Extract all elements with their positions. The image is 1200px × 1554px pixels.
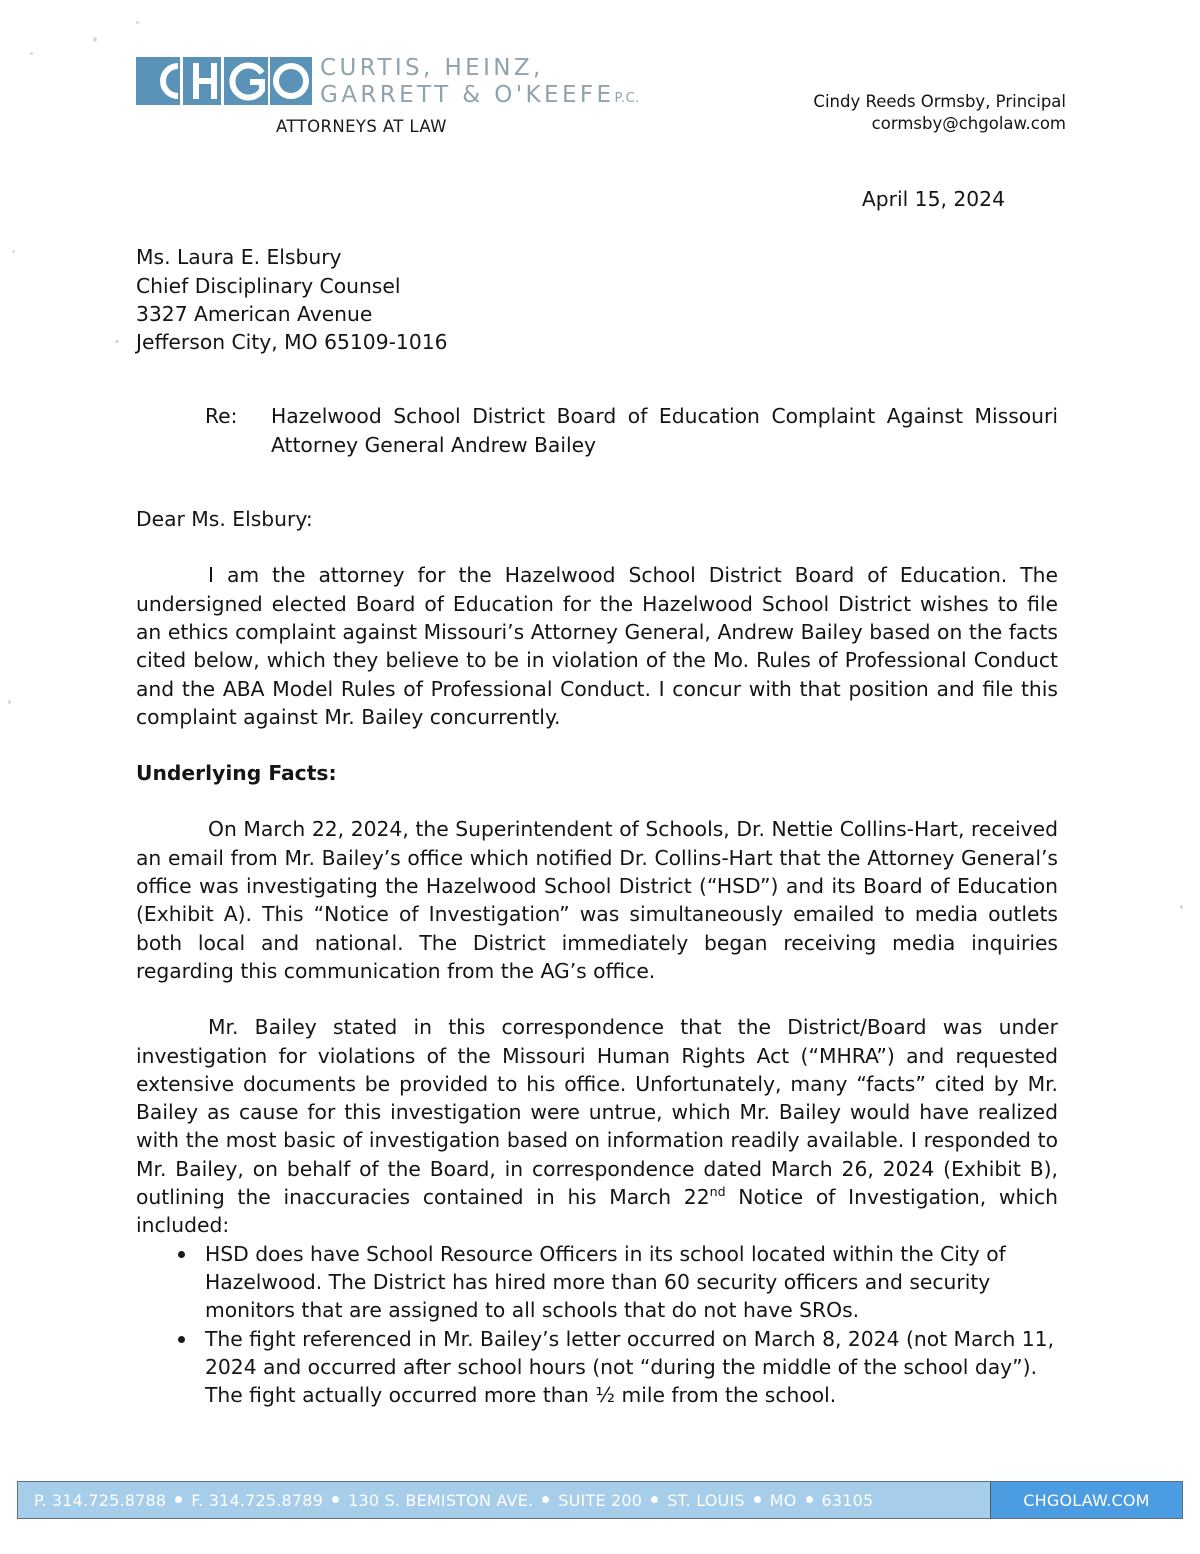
paragraph-1: I am the attorney for the Hazelwood School District Board of Education. The undersigned elected Board of Education for the Hazelwood School District wishes to file an ethics complaint against Missouri’s Attorney General, Andrew Bailey based on the facts cited below, which they believe to be in violation of the Mo. Rules of Professional Conduct and the ABA Model Rules of Professional Conduct. I concur with that position and file this complaint against Mr. Bailey concurrently.	[136, 563, 1058, 729]
letter-date: April 15, 2024	[861, 187, 1005, 211]
paragraph-3	[136, 1013, 1058, 1239]
re-line	[136, 402, 1058, 459]
scan-speckle	[93, 37, 97, 42]
scan-speckle	[30, 52, 33, 55]
footer-website[interactable]: CHGOLAW.COM	[1023, 1490, 1150, 1510]
scan-speckle	[115, 340, 119, 343]
scan-speckle	[136, 21, 139, 24]
chgo-logo-icon	[136, 57, 312, 105]
firm-name-line1: CURTIS, HEINZ,	[320, 55, 544, 81]
footer-street: 130 S. BEMISTON AVE.	[348, 1490, 534, 1510]
paragraph-2: On March 22, 2024, the Superintendent of Schools, Dr. Nettie Collins-Hart, received an email from Mr. Bailey’s office which notified Dr. Collins-Hart that the Attorney General’s office was investigating the Hazelwood School District (“HSD”) and its Board of Education (Exhibit A). This “Notice of Investigation” was simultaneously emailed to media outlets both local and national. The District immediately began receiving media inquiries regarding this communication from the AG’s office.	[136, 817, 1058, 983]
recipient-line: Jefferson City, MO 65109-1016	[136, 330, 448, 355]
contact-email[interactable]: cormsby@chgolaw.com	[871, 114, 1066, 133]
list-item	[136, 1325, 1058, 1410]
footer-bar	[17, 1481, 1183, 1519]
re-label: Re:	[205, 404, 238, 429]
letter-body	[136, 185, 1058, 1409]
chgo-logo	[136, 57, 312, 105]
scan-speckle	[8, 700, 11, 704]
salutation: Dear Ms. Elsbury:	[136, 507, 313, 532]
footer-suite: SUITE 200	[558, 1490, 643, 1510]
separator-dot-icon	[651, 1496, 658, 1503]
firm-suffix: P.C.	[614, 91, 640, 106]
separator-dot-icon	[754, 1496, 761, 1503]
footer-website-cell[interactable]	[990, 1482, 1182, 1518]
section-heading-underlying-facts: Underlying Facts:	[136, 761, 337, 786]
firm-tagline: ATTORNEYS AT LAW	[276, 117, 447, 136]
contact-block	[776, 91, 1066, 135]
firm-name-line2: GARRETT & O'KEEFE	[320, 82, 615, 108]
footer-fax: F. 314.725.8789	[191, 1490, 324, 1510]
firm-name	[320, 55, 640, 112]
paragraph-3-part-a: Mr. Bailey stated in this correspondence that the District/Board was under investigation for violations of the Missouri Human Rights Act (“MHRA”) and requested extensive documents be provided to his office. Unfortunately, many “facts” cited by Mr. Bailey as cause for this investigation were untrue, which Mr. Bailey would have realized with the most basic of investigation based on information readily available. I responded to Mr. Bailey, on behalf of the Board, in correspondence dated March 26, 2024 (Exhibit B), outlining the inaccuracies contained in his March 22	[136, 1015, 1058, 1210]
footer-state: MO	[769, 1490, 797, 1510]
separator-dot-icon	[175, 1496, 182, 1503]
separator-dot-icon	[542, 1496, 549, 1503]
recipient-line: Ms. Laura E. Elsbury	[136, 245, 342, 270]
contact-name: Cindy Reeds Ormsby, Principal	[813, 92, 1066, 111]
footer-phone: P. 314.725.8788	[34, 1490, 167, 1510]
list-item-text: The fight referenced in Mr. Bailey’s letter occurred on March 8, 2024 (not March 11, 2024 and occurred after school hours (not “during the middle of the school day”). The fight actually occurred more than ½ mile from the school.	[205, 1326, 1055, 1408]
footer-contact-strip	[18, 1482, 990, 1518]
recipient-line: Chief Disciplinary Counsel	[136, 273, 401, 298]
recipient-line: 3327 American Avenue	[136, 301, 373, 326]
letterhead	[136, 55, 1066, 145]
paragraph-3-part-b: Notice of Investigation, which included:	[136, 1185, 1059, 1238]
bullet-icon	[178, 1336, 185, 1343]
list-item-text: HSD does have School Resource Officers in its school located within the City of Hazelwood. The District has hired more than 60 security officers and security monitors that are assigned to all schools that do not have SROs.	[205, 1241, 1006, 1323]
list-item	[136, 1240, 1058, 1325]
re-subject: Hazelwood School District Board of Education Complaint Against Missouri Attorney General Andrew Bailey	[271, 404, 1058, 457]
separator-dot-icon	[806, 1496, 813, 1503]
footer-city: ST. LOUIS	[667, 1490, 745, 1510]
separator-dot-icon	[332, 1496, 339, 1503]
footer-zip: 63105	[821, 1490, 874, 1510]
recipient-address	[136, 243, 1058, 356]
ordinal-suffix: nd	[709, 1184, 726, 1200]
inaccuracies-list	[136, 1240, 1058, 1410]
scan-speckle	[1180, 905, 1183, 909]
scan-speckle	[12, 250, 15, 253]
bullet-icon	[178, 1251, 185, 1258]
